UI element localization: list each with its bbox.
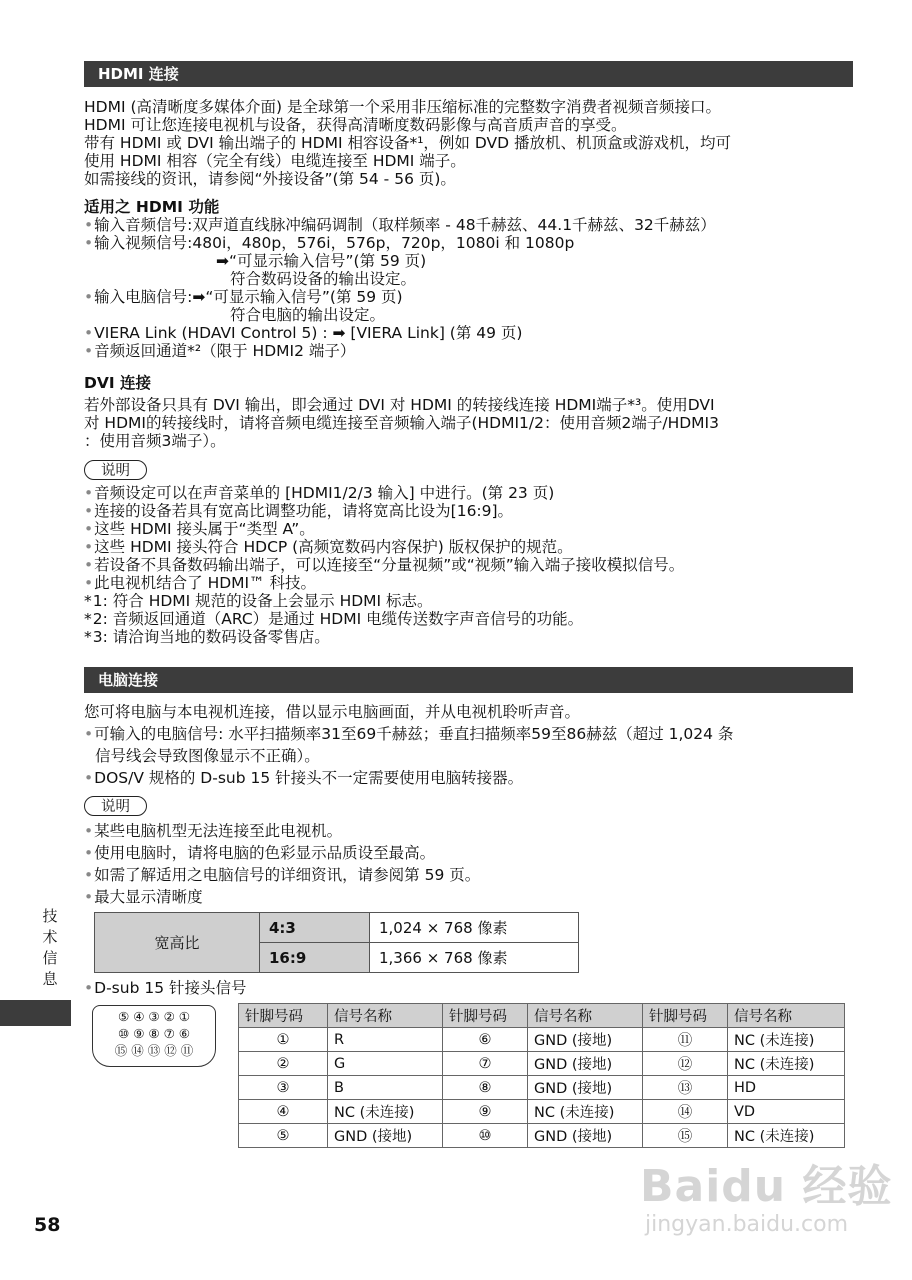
pin-header: 针脚号码 [239,1004,328,1028]
hdmi-note-item: • 若设备不具备数码输出端子，可以连接至“分量视频”或“视频”输入端子接收模拟信号。 [84,556,854,574]
feature-pc: • 输入电脑信号:➡“可显示输入信号”(第 59 页) [84,288,854,306]
feature-pc-note: 符合电脑的输出设定。 [230,306,386,324]
hdmi-note-item: • 连接的设备若具有宽高比调整功能，请将宽高比设为[16:9]。 [84,502,854,520]
pc-intro [84,701,854,789]
table-row [239,1028,845,1052]
pc-intro-line: 信号线会导致图像显示不正确）。 [95,747,320,765]
signal-name: R [328,1028,443,1052]
side-label-char: 技 [42,907,58,925]
pc-note-item: • 某些电脑机型无法连接至此电视机。 [84,820,854,842]
feature-audio: • 输入音频信号:双声道直线脉冲编码调制（取样频率 - 48千赫兹、44.1千赫兹、32千赫兹） [84,216,854,234]
feature-video: • 输入视频信号:480i，480p，576i，576p，720p，1080i 和 1080p [84,234,854,252]
table-row [239,1052,845,1076]
pin-number: ⑭ [643,1100,728,1124]
pc-note-item: • 使用电脑时，请将电脑的色彩显示品质设至最高。 [84,842,854,864]
dvi-line: ：使用音频3端子）。 [84,432,226,450]
signal-name: GND (接地) [528,1124,643,1148]
hdmi-intro-line: 如需接线的资讯，请参阅“外接设备”(第 54 - 56 页)。 [84,170,456,188]
pin-number: ⑬ [643,1076,728,1100]
footnote: * 1: 符合 HDMI 规范的设备上会显示 HDMI 标志。 [84,592,854,610]
resolution-table [94,912,579,973]
pc-intro-line: • 可输入的电脑信号: 水平扫描频率31至69千赫兹；垂直扫描频率59至86赫兹（超过 1,024 条 [84,723,854,745]
aspect-ratio-header: 宽高比 [95,913,260,973]
side-label-char: 信 [42,949,58,967]
footnote: * 3: 请洽询当地的数码设备零售店。 [84,628,854,646]
side-label-char: 术 [42,928,58,946]
watermark-logo: Baidu 经验 [640,1161,893,1212]
pin-number: ① [239,1028,328,1052]
dsub-connector-diagram [92,1005,216,1067]
hdmi-notes [84,484,854,646]
feature-video-ref: ➡“可显示输入信号”(第 59 页) [216,252,427,270]
hdmi-features [84,198,854,360]
signal-name: G [328,1052,443,1076]
connector-row: ⑩ ⑨ ⑧ ⑦ ⑥ [118,1026,190,1041]
pin-number: ⑨ [443,1100,528,1124]
signal-name: GND (接地) [528,1028,643,1052]
dvi-line: 若外部设备只具有 DVI 输出，即会通过 DVI 对 HDMI 的转接线连接 HDMI端子*³。使用DVI [84,396,715,414]
dsub-label-text: D-sub 15 针接头信号 [94,979,247,997]
hdmi-intro-line: 使用 HDMI 相容（完全有线）电缆连接至 HDMI 端子。 [84,152,466,170]
hdmi-intro-line: HDMI 可让您连接电视机与设备，获得高清晰度数码影像与高音质声音的享受。 [84,116,627,134]
signal-header: 信号名称 [328,1004,443,1028]
pin-number: ② [239,1052,328,1076]
pin-number: ⑪ [643,1028,728,1052]
dvi-line: 对 HDMI的转接线时，请将音频电缆连接至音频输入端子(HDMI1/2：使用音频2端子/HDMI3 [84,414,719,432]
signal-name: VD [728,1100,845,1124]
pc-intro-line: • DOS/V 规格的 D-sub 15 针接头不一定需要使用电脑转接器。 [84,767,854,789]
hdmi-intro [84,98,854,188]
ratio-cell: 16:9 [260,943,370,973]
feature-viera-link: • VIERA Link (HDAVI Control 5) : ➡ [VIERA Link] (第 49 页) [84,324,854,342]
pin-number: ③ [239,1076,328,1100]
feature-arc: • 音频返回通道*²（限于 HDMI2 端子） [84,342,854,360]
signal-name: NC (未连接) [728,1028,845,1052]
hdmi-note-item: • 这些 HDMI 接头符合 HDCP (高频宽数码内容保护) 版权保护的规范。 [84,538,854,556]
hdmi-section-header: HDMI 连接 [84,61,853,87]
signal-header: 信号名称 [528,1004,643,1028]
connector-row: ⑮ ⑭ ⑬ ⑫ ⑪ [114,1043,194,1058]
pc-section-header: 电脑连接 [84,667,853,693]
signal-name: B [328,1076,443,1100]
signal-name: NC (未连接) [728,1052,845,1076]
table-row [239,1124,845,1148]
table-row [95,913,579,943]
signal-name: NC (未连接) [528,1100,643,1124]
page-number: 58 [34,1214,61,1236]
pin-header: 针脚号码 [643,1004,728,1028]
pc-note-item: • 如需了解适用之电脑信号的详细资讯，请参阅第 59 页。 [84,864,854,886]
pin-number: ⑧ [443,1076,528,1100]
resolution-cell: 1,024 × 768 像素 [370,913,579,943]
dsub-label [84,979,854,997]
footnote: * 2: 音频返回通道（ARC）是通过 HDMI 电缆传送数字声音信号的功能。 [84,610,854,628]
signal-name: NC (未连接) [328,1100,443,1124]
watermark-url: jingyan.baidu.com [645,1212,849,1237]
dvi-block [84,374,854,450]
signal-name: GND (接地) [528,1052,643,1076]
feature-video-note: 符合数码设备的输出设定。 [230,270,417,288]
pin-number: ⑦ [443,1052,528,1076]
side-label-char: 息 [42,970,58,988]
hdmi-note-item: • 音频设定可以在声音菜单的 [HDMI1/2/3 输入] 中进行。(第 23 页) [84,484,854,502]
hdmi-note-item: • 这些 HDMI 接头属于“类型 A”。 [84,520,854,538]
hdmi-intro-line: 带有 HDMI 或 DVI 输出端子的 HDMI 相容设备*¹，例如 DVD 播放机、机顶盒或游戏机，均可 [84,134,731,152]
pin-number: ⑤ [239,1124,328,1148]
dvi-heading: DVI 连接 [84,374,152,392]
table-row [239,1076,845,1100]
pc-notes [84,820,854,908]
table-row [239,1100,845,1124]
table-header-row [239,1004,845,1028]
signal-name: GND (接地) [328,1124,443,1148]
pc-intro-line: 您可将电脑与本电视机连接，借以显示电脑画面，并从电视机聆听声音。 [84,703,581,721]
ratio-cell: 4:3 [260,913,370,943]
pc-note-item: • 最大显示清晰度 [84,886,854,908]
signal-name: GND (接地) [528,1076,643,1100]
pin-number: ④ [239,1100,328,1124]
signal-header: 信号名称 [728,1004,845,1028]
pc-note-label: 说明 [84,796,147,816]
side-label [40,906,60,990]
signal-name: HD [728,1076,845,1100]
pin-number: ⑮ [643,1124,728,1148]
pin-number: ⑩ [443,1124,528,1148]
pin-number: ⑫ [643,1052,728,1076]
connector-row: ⑤ ④ ③ ② ① [118,1009,190,1024]
resolution-cell: 1,366 × 768 像素 [370,943,579,973]
hdmi-note-label: 说明 [84,460,147,480]
pin-number: ⑥ [443,1028,528,1052]
side-tab-bar [0,1000,71,1026]
pin-table [238,1003,845,1148]
hdmi-note-item: • 此电视机结合了 HDMI™ 科技。 [84,574,854,592]
hdmi-features-heading: 适用之 HDMI 功能 [84,198,220,216]
hdmi-intro-line: HDMI (高清晰度多媒体介面) 是全球第一个采用非压缩标准的完整数字消费者视频音频接口。 [84,98,721,116]
signal-name: NC (未连接) [728,1124,845,1148]
pin-header: 针脚号码 [443,1004,528,1028]
